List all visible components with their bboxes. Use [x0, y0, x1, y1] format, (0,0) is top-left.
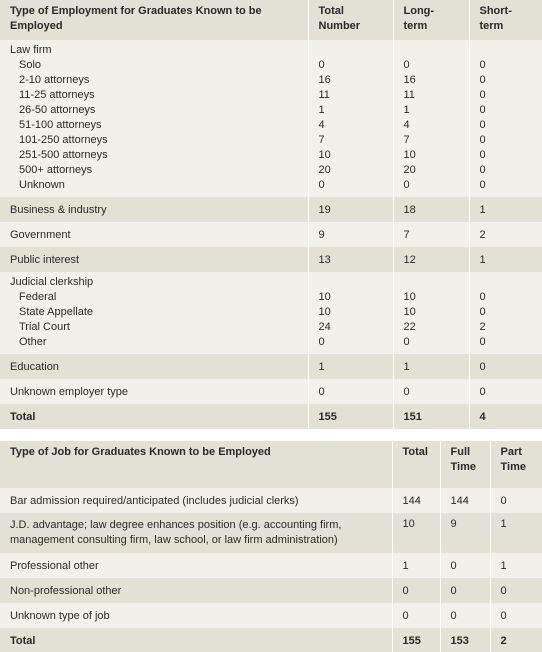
law-firm-sub-label: 11-25 attorneys	[19, 89, 95, 101]
cell-value: 0	[490, 578, 542, 603]
cell-value: 7	[318, 134, 325, 146]
cell-value: 22	[403, 321, 416, 333]
row-label: Government	[0, 222, 308, 247]
law-firm-sub-label: Unknown	[19, 179, 65, 191]
law-firm-sub-label: 101-250 attorneys	[19, 134, 108, 146]
cell-value: 20	[318, 164, 331, 176]
cell-value: 1	[403, 104, 410, 116]
short-term-header: Short-term	[469, 0, 542, 40]
cell-value: 20	[403, 164, 416, 176]
job-row	[0, 578, 542, 603]
cell-value: 0	[440, 603, 490, 628]
law-firm-label: Law firm	[10, 44, 52, 56]
cell-value: 0	[392, 603, 440, 628]
cell-value: 2	[469, 222, 542, 247]
law-firm-labels	[0, 40, 308, 197]
row-label: Unknown type of job	[0, 603, 392, 628]
job-row	[0, 603, 542, 628]
cell-value: 1	[308, 354, 393, 379]
cell-value: 11	[318, 89, 330, 101]
table-gap	[0, 429, 542, 441]
cell-value: 0	[403, 179, 410, 191]
law-firm-sub-label: 251-500 attorneys	[19, 149, 108, 161]
cell-value: 0	[479, 104, 486, 116]
cell-value: 0	[479, 306, 486, 318]
cell-value: 1	[393, 354, 469, 379]
cell-value: 0	[403, 336, 410, 348]
row-label: J.D. advantage; law degree enhances position (e.g. accounting firm, management consulting firm, law school, or law firm administration)	[0, 513, 392, 553]
cell-value: 1	[392, 553, 440, 578]
cell-value: 155	[308, 404, 393, 429]
row-label: Public interest	[0, 247, 308, 272]
judicial-sub-label: Trial Court	[19, 321, 70, 333]
job-total-row	[0, 628, 542, 652]
cell-value: 0	[318, 336, 325, 348]
job-header-row	[0, 441, 542, 488]
job-row	[0, 513, 542, 553]
row-label: Education	[0, 354, 308, 379]
job-total-header: Total	[392, 441, 440, 488]
cell-value: 0	[490, 488, 542, 513]
job-type-header: Type of Job for Graduates Known to be Employed	[10, 446, 271, 458]
judicial-label: Judicial clerkship	[10, 276, 94, 288]
cell-value: 0	[479, 149, 486, 161]
cell-value: 2	[490, 628, 542, 652]
cell-value: 1	[490, 513, 542, 553]
cell-value: 7	[403, 134, 410, 146]
law-firm-sub-label: Solo	[19, 59, 42, 71]
cell-value: 0	[469, 379, 542, 404]
cell-value: 0	[440, 553, 490, 578]
cell-value: 4	[469, 404, 542, 429]
judicial-short-term	[469, 272, 542, 354]
cell-value: 1	[469, 247, 542, 272]
cell-value: 0	[440, 578, 490, 603]
cell-value: 2	[479, 321, 486, 333]
full-time-header: Full Time	[440, 441, 490, 488]
employment-header-row	[0, 0, 542, 40]
cell-value: 10	[403, 291, 416, 303]
total-number-header: Total Number	[308, 0, 393, 40]
job-row	[0, 488, 542, 513]
cell-value: 4	[403, 119, 410, 131]
public-interest-row	[0, 247, 542, 272]
cell-value: 10	[318, 306, 331, 318]
cell-value: 1	[318, 104, 325, 116]
cell-value: 0	[479, 59, 486, 71]
row-label: Professional other	[0, 553, 392, 578]
cell-value: 18	[393, 197, 469, 222]
row-label: Bar admission required/anticipated (includes judicial clerks)	[0, 488, 392, 513]
cell-value: 10	[392, 513, 440, 553]
cell-value: 0	[393, 379, 469, 404]
row-label: Total	[0, 404, 308, 429]
law-firm-sub-label: 500+ attorneys	[19, 164, 93, 176]
unknown-employer-row	[0, 379, 542, 404]
law-firm-sub-label: 2-10 attorneys	[19, 74, 90, 86]
law-firm-short-term	[469, 40, 542, 197]
law-firm-sub-label: 26-50 attorneys	[19, 104, 96, 116]
education-row	[0, 354, 542, 379]
cell-value: 0	[479, 119, 486, 131]
cell-value: 0	[479, 74, 486, 86]
judicial-totals	[308, 272, 393, 354]
cell-value: 0	[318, 59, 325, 71]
law-firm-totals	[308, 40, 393, 197]
judicial-sub-label: Other	[19, 336, 47, 348]
cell-value: 24	[318, 321, 331, 333]
cell-value: 19	[308, 197, 393, 222]
cell-value: 144	[440, 488, 490, 513]
part-time-header: Part Time	[490, 441, 542, 488]
cell-value: 9	[440, 513, 490, 553]
cell-value: 0	[479, 164, 486, 176]
cell-value: 0	[469, 354, 542, 379]
cell-value: 0	[479, 336, 486, 348]
cell-value: 0	[479, 291, 486, 303]
cell-value: 0	[479, 89, 486, 101]
judicial-clerkship-row	[0, 272, 542, 354]
cell-value: 0	[308, 379, 393, 404]
cell-value: 1	[490, 553, 542, 578]
row-label: Business & industry	[0, 197, 308, 222]
cell-value: 4	[318, 119, 325, 131]
judicial-labels	[0, 272, 308, 354]
cell-value: 144	[392, 488, 440, 513]
cell-value: 0	[403, 59, 410, 71]
cell-value: 13	[308, 247, 393, 272]
law-firm-sub-label: 51-100 attorneys	[19, 119, 102, 131]
judicial-long-term	[393, 272, 469, 354]
employment-type-header: Type of Employment for Graduates Known to be Employed	[10, 5, 262, 32]
cell-value: 155	[392, 628, 440, 652]
government-row	[0, 222, 542, 247]
cell-value: 0	[490, 603, 542, 628]
row-label: Unknown employer type	[0, 379, 308, 404]
job-type-table	[0, 441, 542, 652]
cell-value: 10	[403, 149, 416, 161]
cell-value: 9	[308, 222, 393, 247]
judicial-sub-label: State Appellate	[19, 306, 94, 318]
cell-value: 11	[403, 89, 415, 101]
business-row	[0, 197, 542, 222]
cell-value: 153	[440, 628, 490, 652]
cell-value: 0	[318, 179, 325, 191]
cell-value: 16	[318, 74, 331, 86]
cell-value: 7	[393, 222, 469, 247]
row-label: Non-professional other	[0, 578, 392, 603]
cell-value: 12	[393, 247, 469, 272]
cell-value: 10	[318, 149, 331, 161]
cell-value: 1	[469, 197, 542, 222]
law-firm-long-term	[393, 40, 469, 197]
law-firm-row	[0, 40, 542, 197]
cell-value: 151	[393, 404, 469, 429]
cell-value: 10	[318, 291, 331, 303]
job-row	[0, 553, 542, 578]
cell-value: 0	[479, 179, 486, 191]
row-label: Total	[0, 628, 392, 652]
cell-value: 0	[392, 578, 440, 603]
employment-total-row	[0, 404, 542, 429]
cell-value: 16	[403, 74, 416, 86]
cell-value: 0	[479, 134, 486, 146]
long-term-header: Long-term	[393, 0, 469, 40]
judicial-sub-label: Federal	[19, 291, 57, 303]
cell-value: 10	[403, 306, 416, 318]
